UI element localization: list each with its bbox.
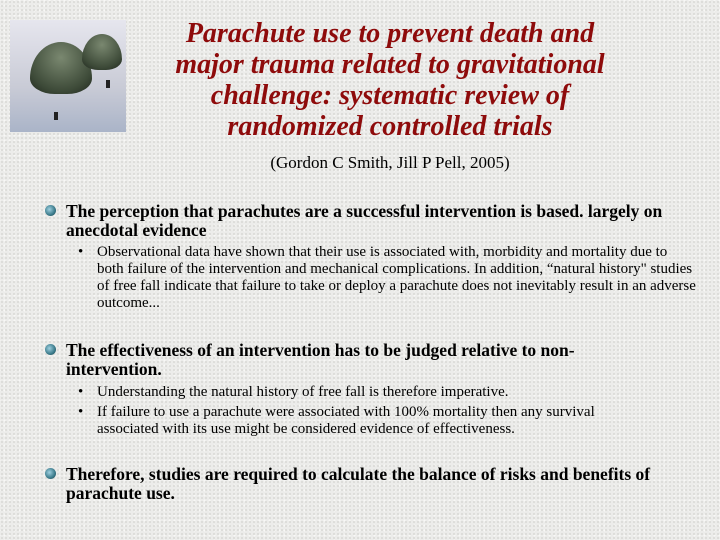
bullet-icon bbox=[45, 344, 56, 355]
parachute-icon bbox=[82, 34, 122, 70]
bullet-icon bbox=[45, 205, 56, 216]
parachutist-icon bbox=[106, 80, 110, 88]
title-line: major trauma related to gravitational bbox=[175, 49, 605, 80]
bullet-dot: • bbox=[78, 384, 84, 400]
bullet-1: The perception that parachutes are a successful intervention is based. largely on anecdotal evidence bbox=[66, 201, 663, 240]
parachute-photo bbox=[10, 20, 126, 132]
title-line: challenge: systematic review of bbox=[210, 80, 570, 111]
bullet-icon bbox=[45, 468, 56, 479]
slide-title bbox=[130, 18, 650, 142]
citation: (Gordon C Smith, Jill P Pell, 2005) bbox=[270, 153, 510, 172]
sub-bullet-text: If failure to use a parachute were associated with 100% mortality then any survival associated with its use might be considered evidence of effectiveness. bbox=[97, 404, 595, 437]
sub-bullet bbox=[78, 404, 657, 438]
bullet-dot: • bbox=[78, 404, 84, 420]
sub-bullet-text: Observational data have shown that their use is associated with, morbidity and mortality due to both failure of the intervention and mechanical complications. In addition, “natural history" studies of free fall indicate that failure to take or deploy a parachute does not inevitably result in an adverse outcome... bbox=[97, 244, 696, 311]
bullet-3: Therefore, studies are required to calculate the balance of risks and benefits of parachute use. bbox=[66, 464, 651, 503]
title-line: Parachute use to prevent death and bbox=[185, 18, 595, 49]
parachutist-icon bbox=[54, 112, 58, 120]
title-line: randomized controlled trials bbox=[227, 111, 553, 142]
bullet-2: The effectiveness of an intervention has to be judged relative to non-intervention. bbox=[66, 340, 575, 379]
sub-bullet bbox=[78, 244, 697, 312]
sub-bullet bbox=[78, 384, 697, 401]
sub-bullet-text: Understanding the natural history of free fall is therefore imperative. bbox=[97, 384, 509, 400]
bullet-dot: • bbox=[78, 244, 84, 260]
